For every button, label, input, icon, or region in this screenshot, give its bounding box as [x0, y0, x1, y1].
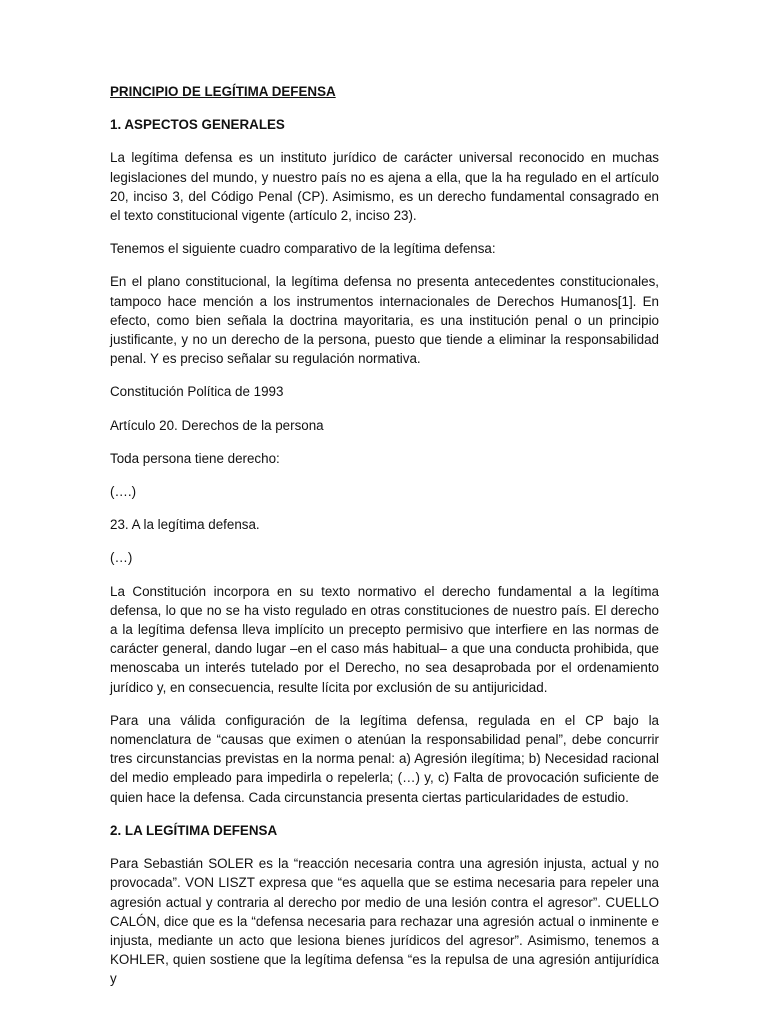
document-title: PRINCIPIO DE LEGÍTIMA DEFENSA	[110, 84, 336, 99]
paragraph-configuracion: Para una válida configuración de la legítima defensa, regulada en el CP bajo la nomenclatura de “causas que eximen o atenúan la responsabilidad penal”, debe concurrir tres circunstancias previstas en la norma penal: a) Agresión ilegítima; b) Necesidad racional del medio empleado para impedirla o repelerla; (…) y, c) Falta de provocación suficiente de quien hace la defensa. Cada circunstancia presenta ciertas particularidades de estudio.	[110, 712, 659, 805]
paragraph-toda-persona: Toda persona tiene derecho:	[110, 450, 280, 466]
section-heading-legitima-defensa: 2. LA LEGÍTIMA DEFENSA	[110, 822, 278, 838]
paragraph-ellipsis-2: (…)	[110, 550, 133, 566]
paragraph-definiciones: Para Sebastián SOLER es la “reacción necesaria contra una agresión injusta, actual y no provocada”. VON LISZT expresa que “es aquella que se estima necesaria para repeler una agresión actual y contraria al derecho por medio de una lesión contra el agresor”. CUELLO CALÓN, dice que es la “defensa necesaria para rechazar una agresión actual o inminente e injusta, mediante un acto que lesiona bienes jurídicos del agresor”. Asimismo, tenemos a KOHLER, quien sostiene que la legítima defensa “es la repulsa de una agresión antijurídica y	[110, 856, 659, 987]
paragraph-intro: La legítima defensa es un instituto jurídico de carácter universal reconocido en muchas legislaciones del mundo, y nuestro país no es ajena a ella, que la ha regulado en el artículo 20, inciso 3, del Código Penal (CP). Asimismo, es un derecho fundamental consagrado en el texto constitucional vigente (artículo 2, inciso 23).	[110, 150, 659, 224]
paragraph-ellipsis-1: (….)	[110, 484, 137, 500]
paragraph-inciso-23: 23. A la legítima defensa.	[110, 517, 260, 533]
paragraph-cuadro: Tenemos el siguiente cuadro comparativo de la legítima defensa:	[110, 241, 496, 257]
paragraph-plano-constitucional: En el plano constitucional, la legítima defensa no presenta antecedentes constitucionales, tampoco hace mención a los instrumentos internacionales de Derechos Humanos[1]. En efecto, como bien señala la doctrina mayoritaria, es una institución penal o un principio justificante, y no un derecho de la persona, puesto que tiende a eliminar la responsabilidad penal. Y es preciso señalar su regulación normativa.	[110, 274, 659, 367]
paragraph-constitucion-incorpora: La Constitución incorpora en su texto normativo el derecho fundamental a la legítima defensa, lo que no se ha visto regulado en otras constituciones de nuestro país. El derecho a la legítima defensa lleva implícito un precepto permisivo que interfiere en las normas de carácter general, dando lugar –en el caso más habitual– a que una conducta prohibida, que menoscaba un interés tutelado por el Derecho, no sea desaprobada por el ordenamiento jurídico y, en consecuencia, resulte lícita por exclusión de su antijuricidad.	[110, 583, 659, 695]
paragraph-constitucion: Constitución Política de 1993	[110, 384, 284, 400]
section-heading-aspectos-generales: 1. ASPECTOS GENERALES	[110, 117, 285, 133]
paragraph-articulo-20: Artículo 20. Derechos de la persona	[110, 417, 324, 433]
